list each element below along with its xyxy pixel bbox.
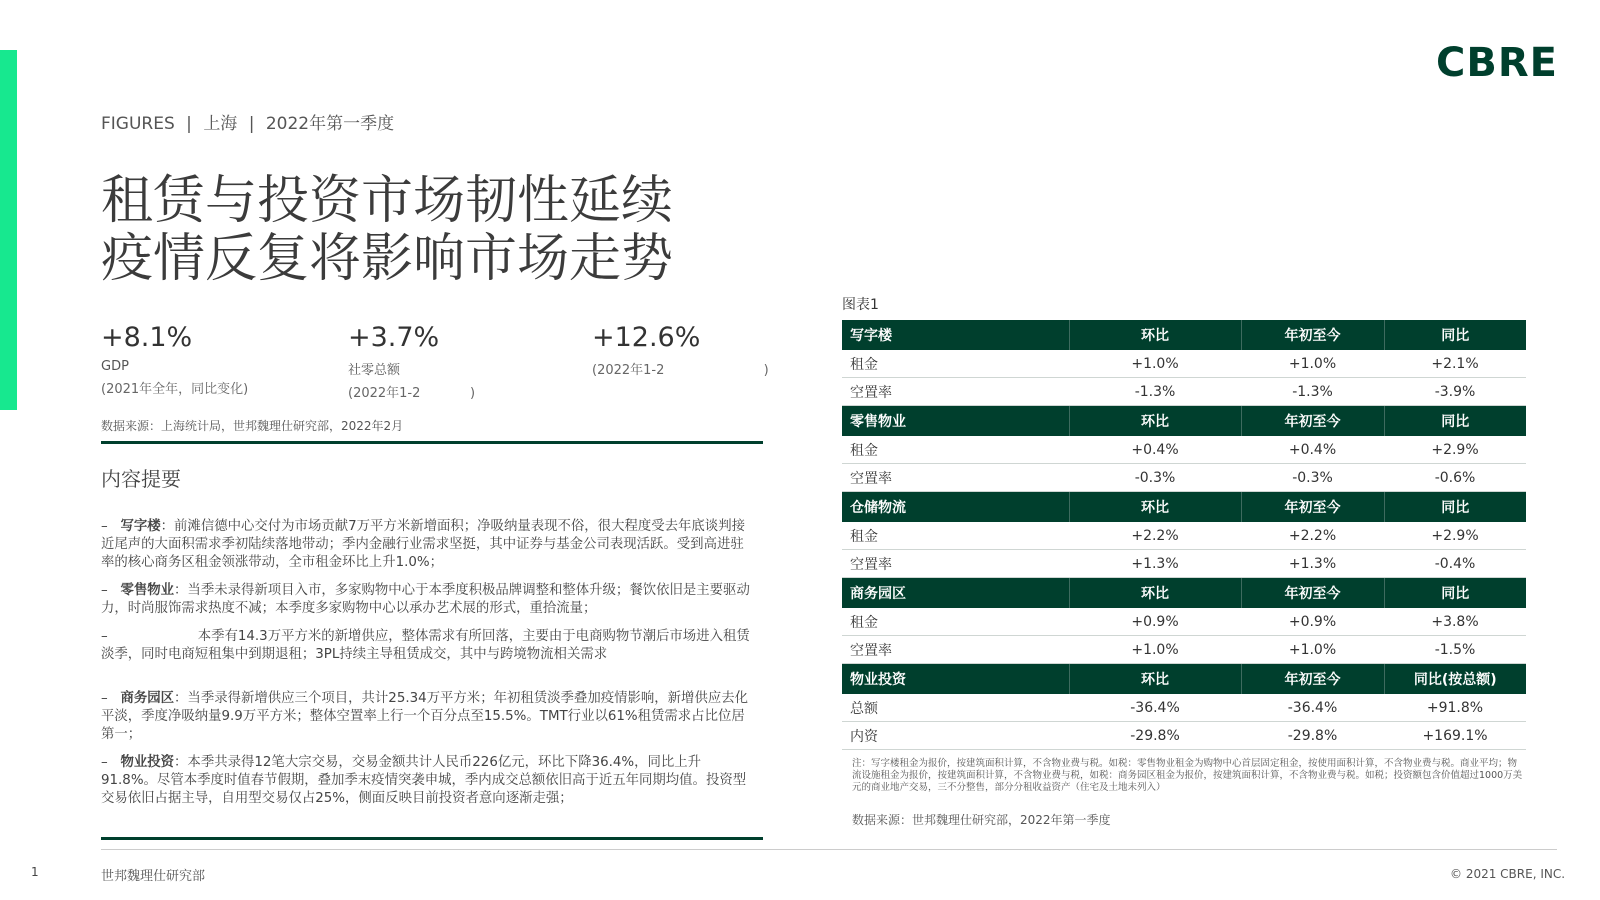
column-header: 环比 <box>1069 406 1241 437</box>
row-label: 空置率 <box>842 464 1069 492</box>
cell: +1.0% <box>1069 350 1241 378</box>
table-row <box>842 464 1526 492</box>
report-header <box>101 109 400 134</box>
cell: +2.9% <box>1384 436 1526 464</box>
column-header: 环比 <box>1069 664 1241 695</box>
column-header: 同比 <box>1384 320 1526 350</box>
kpi-value: +12.6% <box>592 322 701 353</box>
row-label: 租金 <box>842 522 1069 550</box>
kpi-retail-sales <box>348 322 475 401</box>
row-label: 租金 <box>842 350 1069 378</box>
item-text: ：当季未录得新项目入市，多家购物中心于本季度积极品牌调整和整体升级；餐饮依旧是主要驱动力，时尚服饰需求热度不减；本季度多家购物中心以承办艺术展的形式，重拾流量； <box>101 583 750 616</box>
cell: +91.8% <box>1384 694 1526 722</box>
column-header: 同比 <box>1384 406 1526 437</box>
column-header: 年初至今 <box>1241 492 1384 523</box>
cell: -0.4% <box>1384 550 1526 578</box>
divider <box>101 837 763 840</box>
cell: +0.9% <box>1241 608 1384 636</box>
item-head: 零售物业 <box>120 583 175 598</box>
table-section-header <box>842 492 1526 523</box>
column-header: 环比 <box>1069 492 1241 523</box>
section-name: 写字楼 <box>842 320 1069 350</box>
row-label: 空置率 <box>842 636 1069 664</box>
table-section-header <box>842 320 1526 350</box>
cell: -29.8% <box>1241 722 1384 750</box>
cell: +2.9% <box>1384 522 1526 550</box>
cell: +2.2% <box>1069 522 1241 550</box>
list-item: – 零售物业：当季未录得新项目入市，多家购物中心于本季度积极品牌调整和整体升级；餐饮依旧是主要驱动力，时尚服饰需求热度不减；本季度多家购物中心以承办艺术展的形式，重拾流量； <box>101 583 750 616</box>
section-name: 零售物业 <box>842 406 1069 437</box>
market-indicators-table <box>842 320 1526 750</box>
section-name: 仓储物流 <box>842 492 1069 523</box>
column-header: 同比 <box>1384 578 1526 609</box>
cell: +2.1% <box>1384 350 1526 378</box>
list-item: – 写字楼：前滩信德中心交付为市场贡献7万平方米新增面积；净吸纳量表现不俗，很大程度受去年底谈判接近尾声的大面积需求季初陆续落地带动；季内金融行业需求坚挺，其中证券与基金公司表现活跃。受到高进驻率的核心商务区租金领涨带动，全市租金环比上升1.0%； <box>101 519 745 570</box>
cell: -3.9% <box>1384 378 1526 406</box>
row-label: 空置率 <box>842 378 1069 406</box>
list-item: – 本季有14.3万平方米的新增供应，整体需求有所回落，主要由于电商购物节潮后市场进入租赁淡季，同时电商短租集中到期退租；3PL持续主导租赁成交，其中与跨境物流相关需求 <box>101 629 750 662</box>
table-section-header <box>842 406 1526 437</box>
item-head: 商务园区 <box>120 691 175 706</box>
separator: | <box>248 114 255 134</box>
kpi-sub: (2022年1-2 ) <box>348 386 476 401</box>
kpi-sub: (2021年全年，同比变化) <box>101 382 249 397</box>
footer-copyright: © 2021 CBRE, INC. <box>1450 867 1566 881</box>
title-line-1: 租赁与投资市场韧性延续 <box>101 171 674 231</box>
footer-department: 世邦魏理仕研究部 <box>101 869 206 884</box>
cell: -1.3% <box>1241 378 1384 406</box>
cell: +1.0% <box>1069 636 1241 664</box>
cell: -36.4% <box>1069 694 1241 722</box>
page-title <box>101 172 673 288</box>
table-section-header <box>842 578 1526 609</box>
kpi-third <box>592 322 769 378</box>
table-row <box>842 636 1526 664</box>
cell: +1.0% <box>1241 636 1384 664</box>
column-header: 年初至今 <box>1241 320 1384 350</box>
city-label: 上海 <box>203 114 238 134</box>
summary-list <box>101 518 755 818</box>
table-row <box>842 722 1526 750</box>
cell: -0.6% <box>1384 464 1526 492</box>
cell: +1.3% <box>1241 550 1384 578</box>
column-header: 同比(按总额) <box>1384 664 1526 695</box>
cell: +0.9% <box>1069 608 1241 636</box>
column-header: 环比 <box>1069 578 1241 609</box>
kpi-gdp <box>101 322 248 397</box>
row-label: 空置率 <box>842 550 1069 578</box>
item-head: 写字楼 <box>120 519 161 534</box>
item-text: ：前滩信德中心交付为市场贡献7万平方米新增面积；净吸纳量表现不俗，很大程度受去年底谈判接近尾声的大面积需求季初陆续落地带动；季内金融行业需求坚挺，其中证券与基金公司表现活跃。受到高进驻率的核心商务区租金领涨带动，全市租金环比上升1.0%； <box>101 519 745 570</box>
kpi-sub: (2022年1-2 ) <box>592 363 769 378</box>
cell: +2.2% <box>1241 522 1384 550</box>
divider <box>101 441 763 444</box>
item-head: 物业投资 <box>120 755 175 770</box>
kpi-value: +8.1% <box>101 322 193 353</box>
table-row <box>842 436 1526 464</box>
period-label: 2022年第一季度 <box>265 114 395 134</box>
kpi-label: 社零总额 <box>348 363 401 378</box>
row-label: 租金 <box>842 608 1069 636</box>
row-label: 总额 <box>842 694 1069 722</box>
table-row <box>842 608 1526 636</box>
separator: | <box>186 114 192 134</box>
column-header: 年初至今 <box>1241 664 1384 695</box>
cell: +1.3% <box>1069 550 1241 578</box>
cell: +0.4% <box>1069 436 1241 464</box>
table-row <box>842 350 1526 378</box>
summary-title: 内容提要 <box>101 467 181 491</box>
table-row <box>842 522 1526 550</box>
table-row <box>842 378 1526 406</box>
cell: +1.0% <box>1241 350 1384 378</box>
table-note: 注：写字楼租金为报价，按建筑面积计算，不含物业费与税。如税：零售物业租金为购物中心首层固定租金，按使用面积计算，不含物业费与税。商业平均；物流设施租金为报价，按建筑面积计算，不含物业费与税，如税：商务园区租金为报价，按建筑面积计算，不含物业费与税。如税；投资额包含价值超过1000万美元的商业地产交易，三不分整售，部分分租收益资产（住宅及土地未列入） <box>852 758 1523 793</box>
section-name: 物业投资 <box>842 664 1069 695</box>
table-section-header <box>842 664 1526 695</box>
kpi-value: +3.7% <box>348 322 440 353</box>
table-row <box>842 550 1526 578</box>
cbre-logo: CBRE <box>1436 40 1558 86</box>
list-item: – 物业投资：本季共录得12笔大宗交易，交易金额共计人民币226亿元，环比下降36.4%，同比上升91.8%。尽管本季度时值春节假期，叠加季末疫情突袭申城，季内成交总额依旧高于近五年同期均值。投资型交易依旧占据主导，自用型交易仅占25%，侧面反映目前投资者意向逐渐走强； <box>101 755 747 806</box>
cell: -36.4% <box>1241 694 1384 722</box>
row-label: 内资 <box>842 722 1069 750</box>
accent-bar <box>0 50 17 410</box>
cell: -0.3% <box>1241 464 1384 492</box>
kpi-source: 数据来源：上海统计局，世邦魏理仕研究部，2022年2月 <box>101 419 404 433</box>
cell: -1.3% <box>1069 378 1241 406</box>
cell: +0.4% <box>1241 436 1384 464</box>
table-source: 数据来源：世邦魏理仕研究部，2022年第一季度 <box>852 813 1111 827</box>
section-name: 商务园区 <box>842 578 1069 609</box>
cell: -0.3% <box>1069 464 1241 492</box>
cell: -29.8% <box>1069 722 1241 750</box>
figure-label: 图表1 <box>842 297 879 313</box>
column-header: 年初至今 <box>1241 406 1384 437</box>
kpi-label: GDP <box>101 359 129 374</box>
item-text: ：本季共录得12笔大宗交易，交易金额共计人民币226亿元，环比下降36.4%，同比上升91.8%。尽管本季度时值春节假期，叠加季末疫情突袭申城，季内成交总额依旧高于近五年同期均值。投资型交易依旧占据主导，自用型交易仅占25%，侧面反映目前投资者意向逐渐走强； <box>101 755 747 806</box>
column-header: 环比 <box>1069 320 1241 350</box>
item-text: ：当季录得新增供应三个项目，共计25.34万平方米；年初租赁淡季叠加疫情影响，新增供应去化平淡，季度净吸纳量9.9万平方米；整体空置率上行一个百分点至15.5%。TMT行业以61%租赁需求占比位居第一； <box>101 691 749 742</box>
column-header: 同比 <box>1384 492 1526 523</box>
series-label: FIGURES <box>101 114 175 134</box>
column-header: 年初至今 <box>1241 578 1384 609</box>
cell: -1.5% <box>1384 636 1526 664</box>
cell: +3.8% <box>1384 608 1526 636</box>
item-text: 本季有14.3万平方米的新增供应，整体需求有所回落，主要由于电商购物节潮后市场进入租赁淡季，同时电商短租集中到期退租；3PL持续主导租赁成交，其中与跨境物流相关需求 <box>101 629 750 662</box>
page-number: 1 <box>31 865 39 879</box>
table-row <box>842 694 1526 722</box>
row-label: 租金 <box>842 436 1069 464</box>
title-line-2: 疫情反复将影响市场走势 <box>101 229 674 289</box>
cell: +169.1% <box>1384 722 1526 750</box>
footer-divider <box>101 849 1557 850</box>
list-item: – 商务园区：当季录得新增供应三个项目，共计25.34万平方米；年初租赁淡季叠加疫情影响，新增供应去化平淡，季度净吸纳量9.9万平方米；整体空置率上行一个百分点至15.5%。TMT行业以61%租赁需求占比位居第一； <box>101 691 749 742</box>
